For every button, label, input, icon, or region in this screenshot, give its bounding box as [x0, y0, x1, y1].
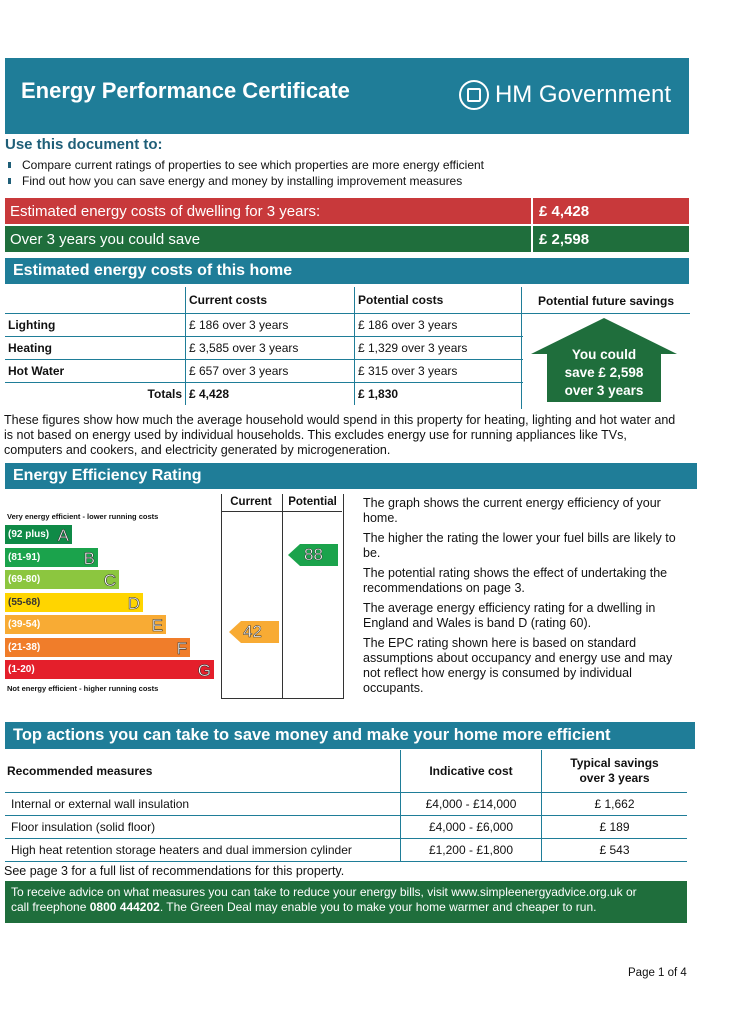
costs-table	[5, 287, 523, 405]
table-row	[5, 337, 523, 360]
rating-band-f	[5, 638, 190, 657]
potential-cost: £ 1,329 over 3 years	[355, 337, 524, 360]
table-row	[5, 314, 523, 337]
costs-note: These figures show how much the average household would spend in this property for heating, lighting and hot water and is not based on energy used by individual households. This excludes energy use for running appliances like TVs, computers and cookers, and electricity generated by microgeneration.	[4, 413, 676, 457]
table-row	[5, 839, 687, 862]
rating-note: The graph shows the current energy efficiency of your home.	[363, 496, 661, 525]
potential-rating-value: 88	[304, 545, 323, 564]
rating-graph	[5, 494, 342, 698]
rating-band-e	[5, 615, 166, 634]
current-cost: £ 657 over 3 years	[186, 360, 355, 383]
potential-cost: £ 315 over 3 years	[355, 360, 524, 383]
savings-line-1: You could	[571, 347, 637, 362]
rating-band-a	[5, 525, 72, 544]
current-cost: £ 3,585 over 3 years	[186, 337, 355, 360]
phone-number: 0800 444202	[89, 900, 160, 914]
bullet-item: Compare current ratings of properties to see which properties are more energy efficient	[8, 157, 484, 173]
current-rating-value: 42	[243, 622, 262, 641]
band-range: (92 plus)	[8, 529, 50, 540]
band-letter: C	[103, 571, 116, 590]
row-label: Hot Water	[5, 360, 186, 383]
measure: Floor insulation (solid floor)	[5, 816, 401, 839]
potential-cost: £ 186 over 3 years	[355, 314, 524, 337]
savings-header-line: Typical savings	[570, 756, 659, 770]
see-page-note: See page 3 for a full list of recommendations for this property.	[4, 864, 345, 878]
potential-column-header: Potential	[288, 496, 337, 508]
band-range: (55-68)	[8, 596, 41, 608]
band-range: (21-38)	[8, 641, 41, 653]
savings-header-line: over 3 years	[579, 771, 650, 785]
advice-line-1: To receive advice on what measures you can take to reduce your energy bills, visit www.simpleenergyadvice.org.uk or	[11, 885, 637, 899]
certificate-header	[5, 58, 689, 134]
current-costs-header: Current costs	[186, 287, 355, 314]
band-letter: A	[57, 526, 69, 545]
band-letter: E	[151, 616, 163, 635]
estimated-costs-value: £ 4,428	[531, 198, 689, 224]
bottom-caption: Not energy efficient - higher running costs	[7, 684, 159, 693]
typical-saving: £ 543	[542, 839, 688, 862]
rating-note: The potential rating shows the effect of undertaking the recommendations on page 3.	[363, 566, 668, 595]
rating-band-b	[5, 548, 98, 567]
estimated-costs-bar	[5, 198, 689, 224]
band-letter: G	[197, 661, 211, 680]
rating-band-d	[5, 593, 143, 612]
bullet-item: Find out how you can save energy and money by installing improvement measures	[8, 173, 484, 189]
rating-band-g	[5, 660, 214, 679]
band-range: (81-91)	[8, 551, 41, 563]
row-label: Lighting	[5, 314, 186, 337]
crest-icon	[459, 80, 489, 110]
savings-line-2: save £ 2,598	[564, 365, 644, 380]
rating-band-c	[5, 570, 119, 589]
indicative-cost: £1,200 - £1,800	[401, 839, 542, 862]
measure: High heat retention storage heaters and dual immersion cylinder	[5, 839, 401, 862]
table-row	[5, 793, 687, 816]
savings-header	[542, 750, 688, 793]
estimated-costs-label: Estimated energy costs of dwelling for 3 years:	[10, 202, 321, 220]
top-caption: Very energy efficient - lower running costs	[7, 512, 159, 521]
use-document-title: Use this document to:	[5, 136, 163, 153]
totals-label: Totals	[147, 387, 182, 401]
advice-line-2: call freephone	[11, 900, 90, 914]
could-save-bar	[5, 226, 689, 252]
band-letter: F	[176, 638, 187, 658]
could-save-value: £ 2,598	[531, 226, 689, 252]
band-letter: B	[83, 548, 95, 568]
current-column-header: Current	[230, 496, 272, 508]
savings-line-3: over 3 years	[564, 383, 644, 398]
costs-heading: Estimated energy costs of this home	[5, 258, 689, 284]
current-cost: £ 186 over 3 years	[186, 314, 355, 337]
could-save-label: Over 3 years you could save	[10, 230, 201, 248]
savings-header: Potential future savings	[537, 294, 675, 308]
band-range: (1-20)	[8, 664, 35, 675]
typical-saving: £ 189	[542, 816, 688, 839]
page-number: Page 1 of 4	[628, 967, 687, 979]
use-document-bullets	[8, 157, 484, 189]
savings-arrow	[529, 318, 679, 402]
rating-note: The average energy efficiency rating for a dwelling in England and Wales is band D (rating 60).	[363, 601, 656, 630]
rating-heading: Energy Efficiency Rating	[5, 463, 697, 489]
band-letter: D	[127, 593, 140, 613]
rating-notes	[363, 496, 688, 696]
actions-heading: Top actions you can take to save money and make your home more efficient	[5, 722, 695, 749]
totals-potential: £ 1,830	[355, 383, 524, 406]
table-row	[5, 360, 523, 383]
government-logo	[459, 80, 671, 110]
cost-header: Indicative cost	[401, 750, 542, 793]
rating-note: The higher the rating the lower your fuel bills are likely to be.	[363, 531, 676, 560]
row-label: Heating	[5, 337, 186, 360]
measure: Internal or external wall insulation	[5, 793, 401, 816]
rating-note: The EPC rating shown here is based on standard assumptions about occupancy and energy use and may not reflect how energy is consumed by individual occupants.	[363, 636, 673, 695]
costs-empty-header	[5, 287, 186, 314]
totals-current: £ 4,428	[186, 383, 355, 406]
measures-header: Recommended measures	[5, 750, 401, 793]
indicative-cost: £4,000 - £6,000	[401, 816, 542, 839]
band-range: (69-80)	[8, 574, 41, 585]
table-row	[5, 816, 687, 839]
recommendations-table	[5, 750, 687, 862]
indicative-cost: £4,000 - £14,000	[401, 793, 542, 816]
typical-saving: £ 1,662	[542, 793, 688, 816]
page-title: Energy Performance Certificate	[21, 78, 350, 103]
government-name: HM Government	[494, 81, 671, 108]
band-range: (39-54)	[8, 619, 41, 630]
totals-row	[5, 383, 523, 406]
advice-footer	[5, 881, 687, 923]
potential-costs-header: Potential costs	[355, 287, 524, 314]
advice-line-3: . The Green Deal may enable you to make your home warmer and cheaper to run.	[159, 900, 597, 914]
